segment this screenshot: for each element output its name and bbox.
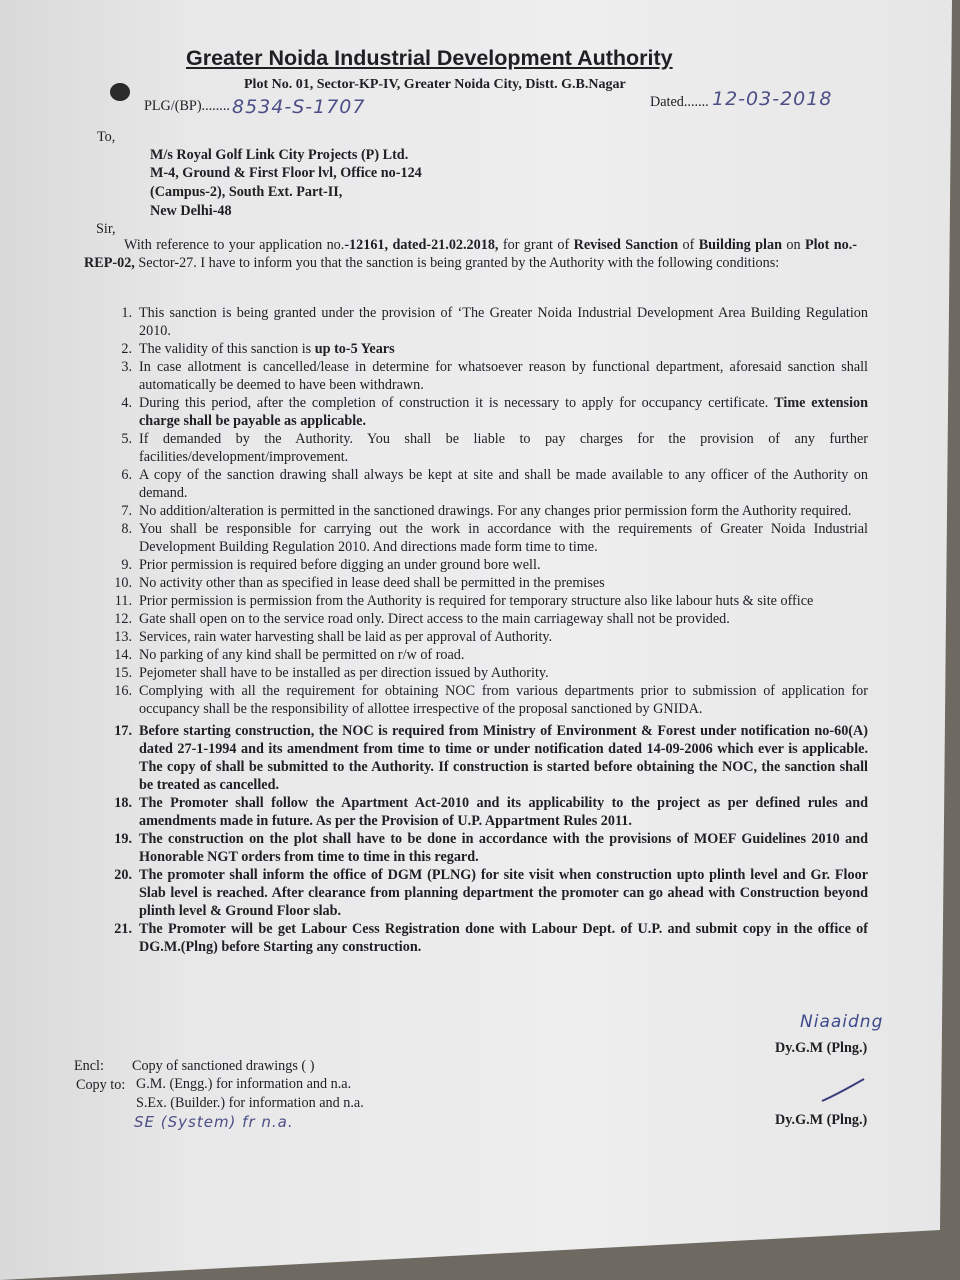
- condition-item: [108, 466, 868, 502]
- condition-number: 9.: [121, 557, 132, 573]
- intro-text-3: of: [678, 237, 699, 253]
- condition-item: [108, 592, 868, 610]
- plot-number: Plot no.-REP-02,: [84, 237, 858, 271]
- condition-item: [108, 866, 868, 920]
- condition-text: This sanction is being granted under the provision of ‘The Greater Noida Industrial Development Area Building Regulation 2010.: [139, 305, 868, 339]
- signature-2-title: Dy.G.M (Plng.): [775, 1112, 868, 1128]
- authority-title: Greater Noida Industrial Development Authority: [186, 46, 673, 70]
- recipient-line-4: New Delhi-48: [150, 203, 232, 219]
- condition-text: No addition/alteration is permitted in the sanctioned drawings. For any changes prior permission form the Authority required.: [139, 503, 852, 519]
- condition-text: Services, rain water harvesting shall be laid as per approval of Authority.: [139, 629, 553, 645]
- condition-number: 14.: [114, 647, 132, 663]
- condition-number: 10.: [114, 575, 132, 591]
- condition-item: [108, 394, 868, 430]
- condition-item: [108, 574, 868, 592]
- condition-bold-text: up to-5 Years: [314, 341, 395, 357]
- condition-text: Pejometer shall have to be installed as per direction issued by Authority.: [139, 665, 549, 681]
- signature-1-title: Dy.G.M (Plng.): [775, 1040, 868, 1056]
- condition-text: If demanded by the Authority. You shall be liable to pay charges for the provision of any further facilities/development/improvement.: [139, 431, 868, 465]
- condition-text: Complying with all the requirement for obtaining NOC from various departments prior to submission of application for occupancy shall be the responsibility of allottee irrespective of the proposal sanctioned by GNIDA.: [139, 683, 868, 717]
- building-plan: Building plan: [698, 237, 782, 253]
- condition-number: 11.: [114, 593, 132, 609]
- signature-2-scribble: [818, 1075, 868, 1105]
- condition-item: [108, 830, 868, 866]
- punch-hole: [110, 83, 130, 101]
- condition-text: The Promoter shall follow the Apartment Act-2010 and its applicability to the project as per defined rules and amendments made in future. As per the Provision of U.P. Appartment Rules 2011.: [139, 795, 868, 829]
- condition-text: Gate shall open on to the service road only. Direct access to the main carriageway shall not be provided.: [139, 611, 730, 627]
- condition-item: [108, 520, 868, 556]
- copy-to-line-1: G.M. (Engg.) for information and n.a.: [136, 1076, 352, 1092]
- intro-text-5: Sector-27. I have to inform you that the sanction is being granted by the Authority with the following conditions:: [134, 255, 780, 271]
- condition-item: [108, 920, 868, 956]
- condition-item: [108, 682, 868, 718]
- condition-number: 17.: [114, 723, 132, 739]
- condition-item: [108, 340, 868, 358]
- condition-text: No parking of any kind shall be permitted on r/w of road.: [139, 647, 465, 663]
- condition-item: [108, 610, 868, 628]
- condition-number: 3.: [121, 359, 132, 375]
- condition-number: 20.: [114, 867, 132, 883]
- condition-number: 2.: [121, 341, 132, 357]
- reference-number-handwritten: 8534-S-1707: [232, 96, 366, 118]
- condition-text: The promoter shall inform the office of DGM (PLNG) for site visit when construction upto plinth level and Gr. Floor Slab level is reached. After clearance from planning department the promoter can go ahead with Construction beyond plinth level & Ground Floor slab.: [139, 867, 868, 919]
- copy-to-line-2: S.Ex. (Builder.) for information and n.a.: [136, 1095, 364, 1111]
- copy-to-line-3-handwritten: SE (System) fr n.a.: [134, 1113, 294, 1131]
- condition-number: 6.: [121, 467, 132, 483]
- condition-text: A copy of the sanction drawing shall always be kept at site and shall be made available to any officer of the Authority on demand.: [139, 467, 868, 501]
- dated-label: Dated.......: [650, 94, 709, 110]
- condition-number: 12.: [114, 611, 132, 627]
- condition-item: [108, 664, 868, 682]
- enclosure-text: Copy of sanctioned drawings ( ): [132, 1058, 315, 1074]
- condition-item: [108, 646, 868, 664]
- condition-text: Prior permission is permission from the Authority is required for temporary structure also like labour huts & site office: [139, 593, 814, 609]
- condition-number: 1.: [121, 305, 132, 321]
- signature-1-handwritten: Niaaidng: [800, 1012, 884, 1032]
- condition-text: The Promoter will be get Labour Cess Registration done with Labour Dept. of U.P. and submit copy in the office of DG.M.(Plng) before Starting any construction.: [139, 921, 868, 955]
- condition-item: [108, 304, 868, 340]
- condition-number: 13.: [114, 629, 132, 645]
- condition-text: Prior permission is required before digging an under ground bore well.: [139, 557, 541, 573]
- revised-sanction: Revised Sanction: [573, 237, 679, 253]
- condition-bold-text: Time extension charge shall be payable as applicable.: [139, 395, 869, 429]
- intro-paragraph: [84, 236, 857, 272]
- condition-text: Before starting construction, the NOC is required from Ministry of Environment & Forest under notification no-60(A) dated 27-1-1994 and its amendment from time to time or under notification dated 14-09-2006 which ever is applicable. The copy of shall be submitted to the Authority. If construction is started before obtaining the NOC, the sanction shall be treated as cancelled.: [139, 723, 868, 793]
- application-number: -12161, dated-21.02.2018,: [344, 237, 499, 253]
- condition-number: 7.: [121, 503, 132, 519]
- copy-to-label: Copy to:: [76, 1077, 126, 1093]
- condition-item: [108, 358, 868, 394]
- intro-text-1: With reference to your application no.: [124, 237, 345, 253]
- condition-item: [108, 722, 868, 794]
- condition-number: 15.: [114, 665, 132, 681]
- enclosure-label: Encl:: [74, 1058, 104, 1074]
- condition-text: In case allotment is cancelled/lease in determine for whatsoever reason by functional department, aforesaid sanction shall automatically be deemed to have been withdrawn.: [139, 359, 868, 393]
- condition-number: 21.: [114, 921, 132, 937]
- condition-item: [108, 430, 868, 466]
- to-label: To,: [97, 129, 116, 145]
- condition-number: 5.: [121, 431, 132, 447]
- condition-item: [108, 794, 868, 830]
- condition-number: 19.: [114, 831, 132, 847]
- condition-number: 4.: [121, 395, 132, 411]
- condition-text: You shall be responsible for carrying out the work in accordance with the requirements of Greater Noida Industrial Development Building Regulation 2010. And directions made form time to time.: [139, 521, 868, 555]
- condition-item: [108, 502, 868, 520]
- condition-number: 18.: [114, 795, 132, 811]
- recipient-line-3: (Campus-2), South Ext. Part-II,: [150, 184, 343, 200]
- dated-value-handwritten: 12-03-2018: [712, 88, 833, 110]
- salutation: Sir,: [96, 221, 116, 237]
- condition-text: The validity of this sanction is: [139, 341, 315, 357]
- reference-label: PLG/(BP)........: [144, 98, 230, 114]
- intro-text-4: on: [781, 237, 805, 253]
- intro-text-2: for grant of: [498, 237, 574, 253]
- condition-text: No activity other than as specified in lease deed shall be permitted in the premises: [139, 575, 605, 591]
- recipient-line-2: M-4, Ground & First Floor lvl, Office no-124: [150, 165, 422, 181]
- condition-number: 16.: [114, 683, 132, 699]
- recipient-line-1: M/s Royal Golf Link City Projects (P) Ltd.: [150, 147, 409, 163]
- condition-item: [108, 628, 868, 646]
- condition-item: [108, 556, 868, 574]
- conditions-list: [108, 304, 868, 956]
- condition-number: 8.: [121, 521, 132, 537]
- condition-text: The construction on the plot shall have to be done in accordance with the provisions of MOEF Guidelines 2010 and Honorable NGT orders from time to time in this regard.: [139, 831, 868, 865]
- condition-text: During this period, after the completion of construction it is necessary to apply for occupancy certificate.: [139, 395, 775, 411]
- authority-address: Plot No. 01, Sector-KP-IV, Greater Noida City, Distt. G.B.Nagar: [244, 77, 626, 92]
